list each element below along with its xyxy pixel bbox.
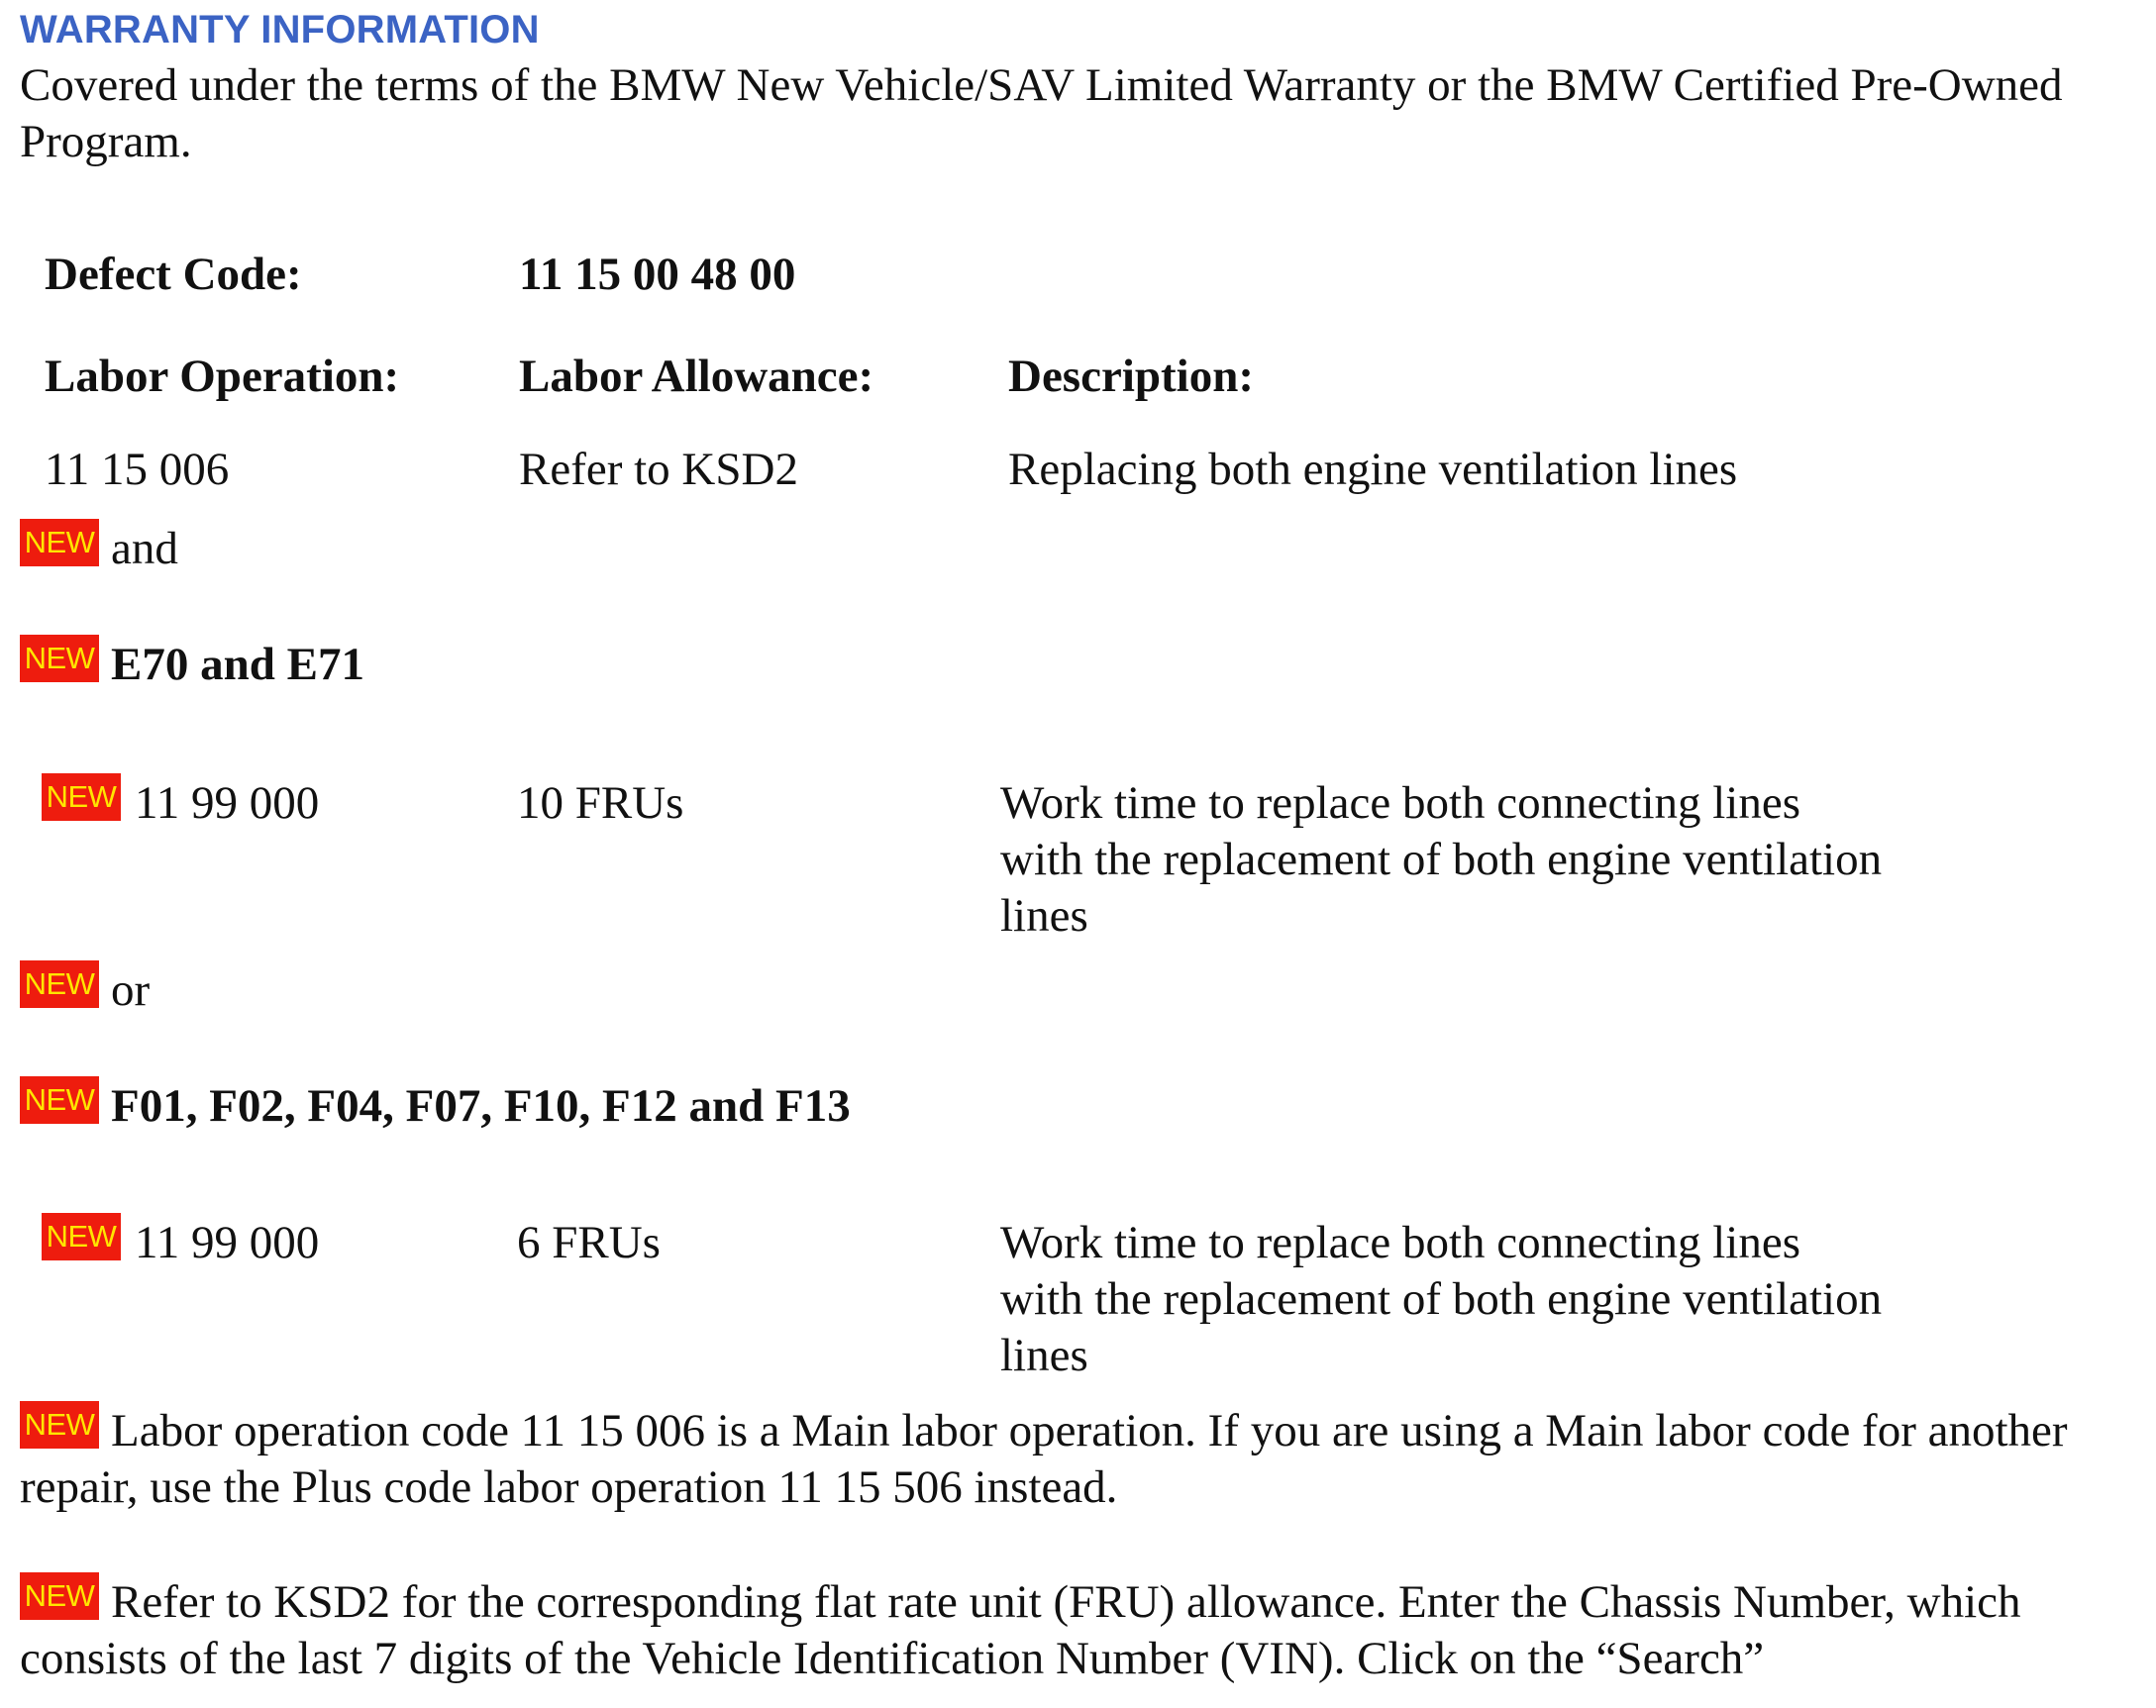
group2-description: Work time to replace both connecting lines with the replacement of both engine ventilation lines (1000, 1217, 1883, 1381)
group1-allowance: 10 FRUs (517, 777, 684, 829)
connector-and: and (111, 523, 178, 574)
warranty-heading: WARRANTY INFORMATION (20, 8, 540, 51)
warranty-intro: Covered under the terms of the BMW New Vehicle/SAV Limited Warranty or the BMW Certified Pre-Owned Program. (20, 59, 2063, 167)
group2-title: F01, F02, F04, F07, F10, F12 and F13 (111, 1080, 851, 1132)
defect-code-label: Defect Code: (45, 249, 302, 300)
header-description: Description: (1008, 351, 1255, 402)
header-labor-allowance: Labor Allowance: (519, 351, 874, 402)
main-row-operation: 11 15 006 (45, 444, 230, 495)
group1-title: E70 and E71 (111, 639, 364, 690)
group1-operation: 11 99 000 (135, 777, 320, 829)
new-badge: NEW (20, 635, 99, 682)
new-badge: NEW (20, 1076, 99, 1124)
new-badge: NEW (20, 1401, 99, 1449)
new-badge: NEW (20, 960, 99, 1008)
note-main-code: Labor operation code 11 15 006 is a Main labor operation. If you are using a Main labor code for another repair, use the Plus code labor operation 11 15 506 instead. (20, 1405, 2068, 1513)
connector-or: or (111, 964, 151, 1016)
group2-operation: 11 99 000 (135, 1217, 320, 1268)
group2-allowance: 6 FRUs (517, 1217, 661, 1268)
header-labor-operation: Labor Operation: (45, 351, 400, 402)
new-badge: NEW (20, 519, 99, 566)
defect-code-value: 11 15 00 48 00 (519, 249, 796, 300)
note-ksd2: Refer to KSD2 for the corresponding flat rate unit (FRU) allowance. Enter the Chassis Number, which consists of the last 7 digits of the Vehicle Identification Number (VIN). Click on the “Search” (20, 1576, 2021, 1684)
group1-description: Work time to replace both connecting lines with the replacement of both engine ventilation lines (1000, 777, 1883, 942)
new-badge: NEW (20, 1572, 99, 1620)
new-badge: NEW (42, 773, 121, 821)
new-badge: NEW (42, 1213, 121, 1260)
main-row-allowance: Refer to KSD2 (519, 444, 798, 495)
main-row-description: Replacing both engine ventilation lines (1008, 444, 1738, 495)
